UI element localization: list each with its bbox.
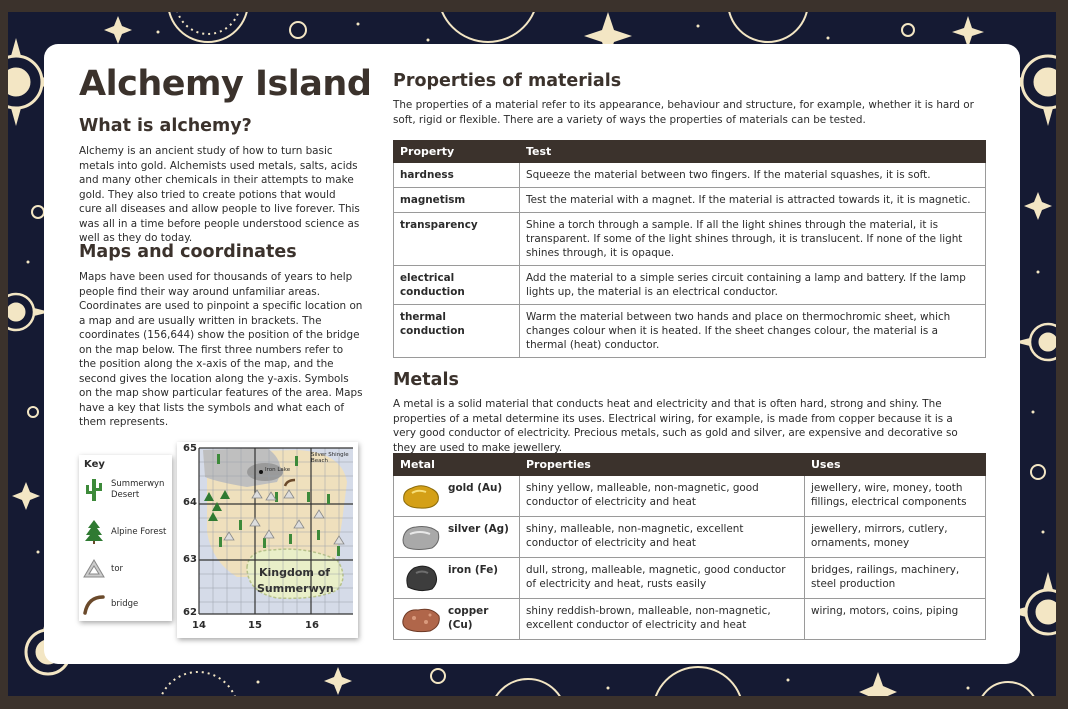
island-map [177, 442, 358, 638]
property-cell: magnetism [394, 188, 520, 213]
metal-cell [394, 558, 520, 599]
iron-ore-icon [400, 563, 442, 593]
test-cell: Squeeze the material between two fingers. If the material squashes, it is soft. [520, 163, 986, 188]
metal-uses: jewellery, mirrors, cutlery, ornaments, money [805, 517, 986, 558]
maps-heading: Maps and coordinates [79, 242, 297, 262]
properties-header-row [394, 141, 986, 163]
key-item-tor [83, 556, 123, 582]
metal-cell [394, 599, 520, 640]
table-row [394, 599, 986, 640]
y-tick-63: 63 [183, 554, 197, 565]
beach-label: Silver Shingle Beach [311, 452, 349, 464]
table-row [394, 188, 986, 213]
metal-cell [394, 476, 520, 517]
metal-name: gold (Au) [448, 482, 503, 494]
metal-name: silver (Ag) [448, 523, 509, 535]
key-label-forest: Alpine Forest [111, 526, 167, 537]
key-item-forest [83, 519, 166, 545]
y-tick-64: 64 [183, 497, 197, 508]
metal-properties: shiny yellow, malleable, non-magnetic, good conductor of electricity and heat [520, 476, 805, 517]
column-header: Properties [520, 454, 805, 476]
key-item-desert [83, 477, 167, 503]
table-row [394, 266, 986, 305]
metal-uses: wiring, motors, coins, piping [805, 599, 986, 640]
x-tick-14: 14 [192, 620, 206, 631]
copper-ore-icon [400, 604, 442, 634]
column-header: Test [520, 141, 986, 163]
page-title: Alchemy Island [79, 64, 372, 104]
y-tick-65: 65 [183, 443, 197, 454]
metals-intro: A metal is a solid material that conducts heat and electricity and that is often hard, strong and shiny. The properties of a metal determine its uses. Electrical wiring, for example, is made from copper because it is a very good conductor of electricity. Precious metals, such as gold and silver, are expensive and decorative so they are used to make jewellery. [393, 398, 958, 454]
property-cell: transparency [394, 213, 520, 266]
table-row [394, 163, 986, 188]
key-item-bridge [83, 591, 138, 617]
metal-name: copper (Cu) [448, 605, 489, 631]
maps-text: Maps have been used for thousands of years to help people find their way around unfamiliar areas. Coordinates are used to pinpoint a specific location on a map and are usually written in brackets. The coordinates (156,644) show the position of the bridge on the map below. The first three numbers refer to the position along the x-axis of the map, and the second gives the location along the y-axis. Symbols on the map show particular features of the area. Maps have a key that lists the symbols and what each of them represents. [79, 271, 363, 428]
metals-header-row [394, 454, 986, 476]
metal-uses: jewellery, wire, money, tooth fillings, electrical components [805, 476, 986, 517]
test-cell: Test the material with a magnet. If the material is attracted towards it, it is magnetic. [520, 188, 986, 213]
metal-uses: bridges, railings, machinery, steel production [805, 558, 986, 599]
metal-cell [394, 517, 520, 558]
test-cell: Shine a torch through a sample. If all the light shines through the material, it is transparent. If some of the light shines through, it is translucent. If none of the light shines through, it is opaque. [520, 213, 986, 266]
y-tick-62: 62 [183, 607, 197, 618]
alchemy-text: Alchemy is an ancient study of how to turn basic metals into gold. Alchemists used metals, salts, acids and many other chemicals in their attempts to make gold. They also tried to create potions that would cure all diseases and allow people to live forever. This was all in a time before people understood science as well as they do today. [79, 145, 360, 244]
property-cell: hardness [394, 163, 520, 188]
key-title: Key [84, 459, 105, 470]
properties-intro: The properties of a material refer to its appearance, behaviour and structure, for example, whether it is hard or soft, rigid or flexible. There are a variety of ways the properties of materials can be tested. [393, 99, 974, 126]
silver-ore-icon [400, 522, 442, 552]
table-row [394, 213, 986, 266]
property-cell: thermal conduction [394, 305, 520, 358]
key-label-bridge: bridge [111, 598, 139, 609]
key-label-desert: Summerwyn Desert [111, 479, 165, 500]
tree-icon [83, 519, 105, 545]
bridge-icon [83, 591, 105, 617]
property-cell: electrical conduction [394, 266, 520, 305]
metal-name: iron (Fe) [448, 564, 499, 576]
table-row [394, 476, 986, 517]
metals-table [393, 453, 986, 640]
tor-icon [83, 556, 105, 582]
alchemy-heading: What is alchemy? [79, 116, 252, 136]
kingdom-label-line1: Kingdom of [259, 566, 331, 579]
x-tick-16: 16 [305, 620, 319, 631]
test-cell: Add the material to a simple series circuit containing a lamp and battery. If the lamp lights up, the material is an electrical conductor. [520, 266, 986, 305]
table-row [394, 517, 986, 558]
map-key [79, 455, 172, 621]
table-row [394, 558, 986, 599]
test-cell: Warm the material between two hands and place on thermochromic sheet, which changes colour when it is heated. If the sheet changes colour, the material is a thermal (heat) conductor. [520, 305, 986, 358]
key-label-tor: tor [111, 563, 124, 574]
metal-properties: dull, strong, malleable, magnetic, good conductor of electricity and heat, rusts easily [520, 558, 805, 599]
metal-properties: shiny reddish-brown, malleable, non-magnetic, excellent conductor of electricity and heat [520, 599, 805, 640]
kingdom-label-line2: Summerwyn [257, 582, 334, 595]
column-header: Uses [805, 454, 986, 476]
column-header: Metal [394, 454, 520, 476]
metals-heading: Metals [393, 370, 459, 390]
iron-lake-label: Iron Lake [265, 467, 291, 473]
x-tick-15: 15 [248, 620, 262, 631]
properties-heading: Properties of materials [393, 71, 622, 91]
metal-properties: shiny, malleable, non-magnetic, excellent conductor of electricity and heat [520, 517, 805, 558]
column-header: Property [394, 141, 520, 163]
properties-table [393, 140, 986, 358]
cactus-icon [83, 477, 105, 503]
gold-nugget-icon [400, 481, 442, 511]
table-row [394, 305, 986, 358]
